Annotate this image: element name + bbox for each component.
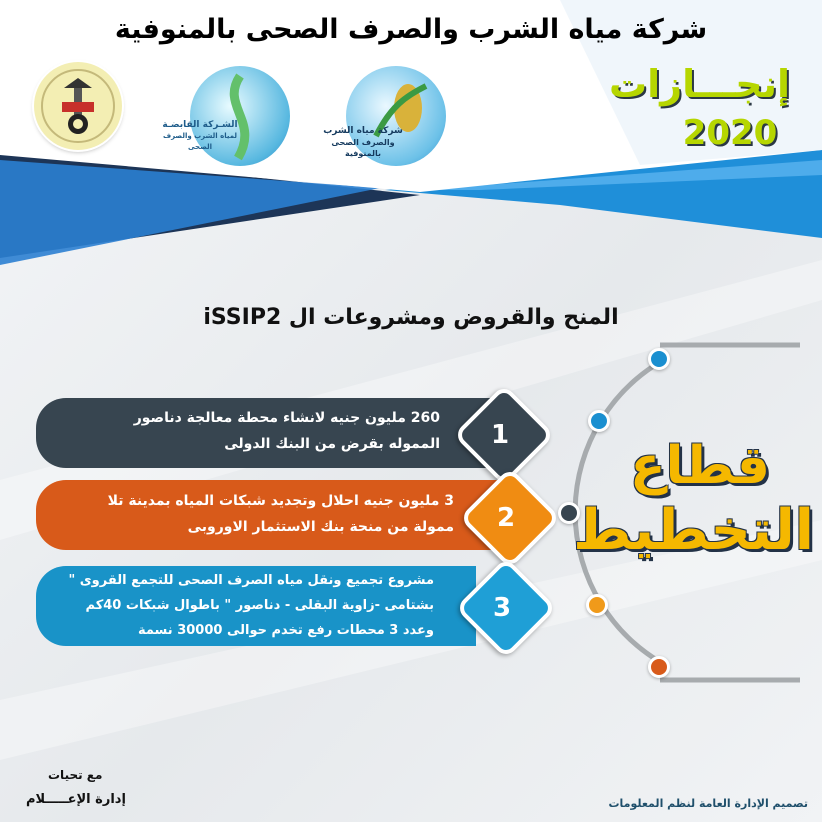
governorate-emblem: [34, 62, 122, 150]
achievements-label: إنجـــازات: [608, 62, 790, 106]
company-title: شركة مياه الشرب والصرف الصحى بالمنوفية: [114, 14, 708, 45]
arc-dot-1: [648, 348, 670, 370]
design-credit: تصميم الإدارة العامة لنظم المعلومات: [608, 797, 808, 810]
arc-dot-2: [588, 410, 610, 432]
sector-title-line1: قطاع: [630, 436, 770, 496]
item-2-number: 2: [496, 503, 516, 533]
item-3-line2: بشتامى -زاوية البقلى - دناصور " باطوال شبكات 40كم: [85, 598, 434, 613]
year-label: 2020: [682, 113, 778, 153]
item-3-line1: مشروع تجميع ونقل مياه الصرف الصحى للتجمع القروى ": [68, 573, 434, 588]
footer-department: إدارة الإعـــــلام: [26, 792, 126, 807]
section-subtitle: المنح والقروض ومشروعات ال iSSIP2: [203, 305, 619, 330]
menoufia-water-line2: والصرف الصحى بالمنوفية: [331, 138, 395, 158]
item-3-number: 3: [492, 593, 512, 623]
item-1-line1: 260 مليون جنيه لانشاء محطة معالجة دناصور: [133, 410, 440, 426]
item-3-text: [50, 568, 434, 643]
menoufia-water-line1: شركة مياه الشرب: [323, 126, 403, 136]
arc-dot-5: [648, 656, 670, 678]
arc-dot-4: [586, 594, 608, 616]
footer-greeting: مع تحيات: [48, 768, 103, 782]
item-1-number: 1: [490, 420, 510, 450]
item-2-line1: 3 مليون جنيه احلال وتجديد شبكات المياه بمدينة تلا: [107, 493, 454, 509]
item-1-text: [60, 405, 440, 457]
holding-company-line1: الشـركة القابضـة: [162, 120, 238, 130]
item-3-line3: وعدد 3 محطات رفع تخدم حوالى 30000 نسمة: [137, 623, 434, 638]
emblem-icon: [34, 62, 122, 150]
menoufia-water-text: [318, 126, 408, 159]
holding-company-text: [160, 120, 240, 153]
sector-title-line2: التخطيط: [573, 498, 814, 563]
holding-company-line2: لمياه الشرب والصرف الصحى: [162, 132, 238, 151]
item-1-line2: المموله بقرض من البنك الدولى: [224, 436, 440, 452]
item-2-text: [60, 488, 454, 540]
item-2-line2: ممولة من منحة بنك الاستثمار الاوروبى: [187, 519, 454, 535]
